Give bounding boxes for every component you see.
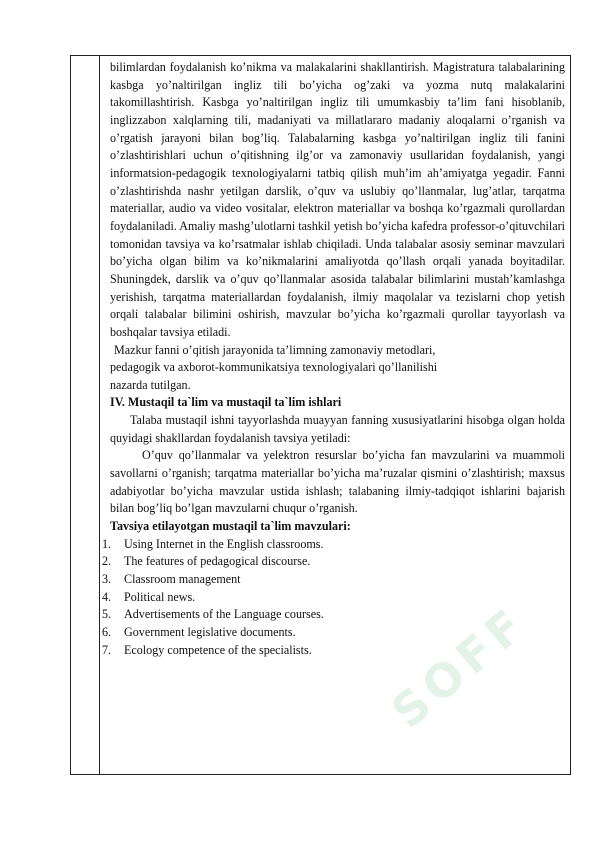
topic-number: 1. xyxy=(102,536,112,551)
paragraph-course-description: bilimlardan foydalanish ko’nikma va malakalarini shakllantirish. Magistratura talabalarining kasbga yo’naltirilgan ingliz tili bo’yicha og’zaki va yozma nutq malakalarini takomillashtirish. Kasbga yo’naltirilgan ingliz tili umumkasbiy ta’lim fani hisoblanib, inglizzabon xalqlarning tili, madaniyati va millatlararo madaniy aloqalarni o’rganish va o’rgatish jarayoni bilan bog’liq. Talabalarning kasbga yo’naltirilgan ingliz tili fanini o’zlashtirishlari uchun o’qitishning ilg’or va zamonaviy usullaridan foydalanish, yangi informatsion-pedagogik texnologiyalarni tatbiq qilish muh’im ah’amiyatga yegadir. Fanni o’zlashtirishda nashr yetilgan darslik, o’quv va uslubiy qo’llanmalar, lug’atlar, tarqatma materiallar, audio va video vositalar, elektron materiallar va boshqa ko’rgazmali qurollardan foydalaniladi. Amaliy mashg’ulotlarni tashkil yetish bo’yicha kafedra professor-o’qituvchilari tomonidan tavsiya va ko’rsatmalar ishlab chiqiladi. Unda talabalar asosiy seminar mavzulari bo’yicha olgan bilim va ko’nikmalarini amaliyotda qo’llash orqali yanada boyitadilar. Shuningdek, darslik va o’quv qo’llanmalar asosida talabalar bilimlarini mustah’kamlashga yerishish, tarqatma materiallardan foydalanish, ilmiy maqolalar va tezislarni chop yetish orqali talabalar bilimini oshirish, mavzular bo’yicha ko’rgazmali qurollar tayyorlash va boshqalar tavsiya etiladi. xyxy=(110,60,565,339)
topic-text: Government legislative documents. xyxy=(124,625,296,639)
section-heading: IV. Mustaqil ta`lim va mustaqil ta`lim ishlari xyxy=(110,395,342,410)
list-item xyxy=(102,589,557,607)
topic-number: 6. xyxy=(102,625,112,639)
table-content-cell xyxy=(102,59,565,659)
topic-text: Ecology competence of the specialists. xyxy=(124,642,312,657)
topic-text: Using Internet in the English classrooms. xyxy=(124,536,324,551)
methods-line-2: pedagogik va axborot-kommunikatsiya texnologiyalari qo’llanilishi xyxy=(110,360,438,375)
topic-number: 2. xyxy=(102,554,112,569)
topic-number: 4. xyxy=(102,589,112,604)
topic-number: 7. xyxy=(102,642,112,657)
list-item xyxy=(102,536,557,554)
topic-number: 5. xyxy=(102,607,112,622)
watermark-logo: SOFF xyxy=(381,595,538,739)
paragraph-independent-work: Talaba mustaqil ishni tayyorlashda muayyan fanning xususiyatlarini hisobga olgan holda quyidagi shakllardan foydalanish tavsiya yetiladi: xyxy=(110,413,565,445)
topics-list xyxy=(102,536,557,660)
topics-heading: Tavsiya etilayotgan mustaqil ta`lim mavzulari: xyxy=(110,519,351,534)
paragraph-methods xyxy=(110,342,565,395)
methods-line-3: nazarda tutilgan. xyxy=(110,377,191,392)
paragraph-independent-forms: O’quv qo’llanmalar va yelektron resurslar bo’yicha fan mavzularini va muammoli savollarni o’rganish; tarqatma materiallar bo’yicha ma’ruzalar qismini o’zlashtirish; maxsus adabiyotlar bo’yicha mavzular ustida ishlash; talabaning ilmiy-tadqiqot ishlarini bajarish bilan bog’liq bo’lgan mavzularni chuqur o’rganish. xyxy=(110,448,565,516)
table-column-divider xyxy=(99,55,100,775)
topic-number: 3. xyxy=(102,572,112,587)
list-item xyxy=(102,571,557,589)
list-item xyxy=(102,642,557,660)
topic-text: Advertisements of the Language courses. xyxy=(124,607,324,622)
list-item xyxy=(102,624,557,642)
topic-text: The features of pedagogical discourse. xyxy=(124,554,311,569)
list-item xyxy=(102,553,557,571)
list-item xyxy=(102,606,557,624)
topic-text: Classroom management xyxy=(124,572,241,587)
methods-line-1: Mazkur fanni o’qitish jarayonida ta’limning zamonaviy metodlari, xyxy=(114,342,436,357)
topic-text: Political news. xyxy=(124,589,196,604)
